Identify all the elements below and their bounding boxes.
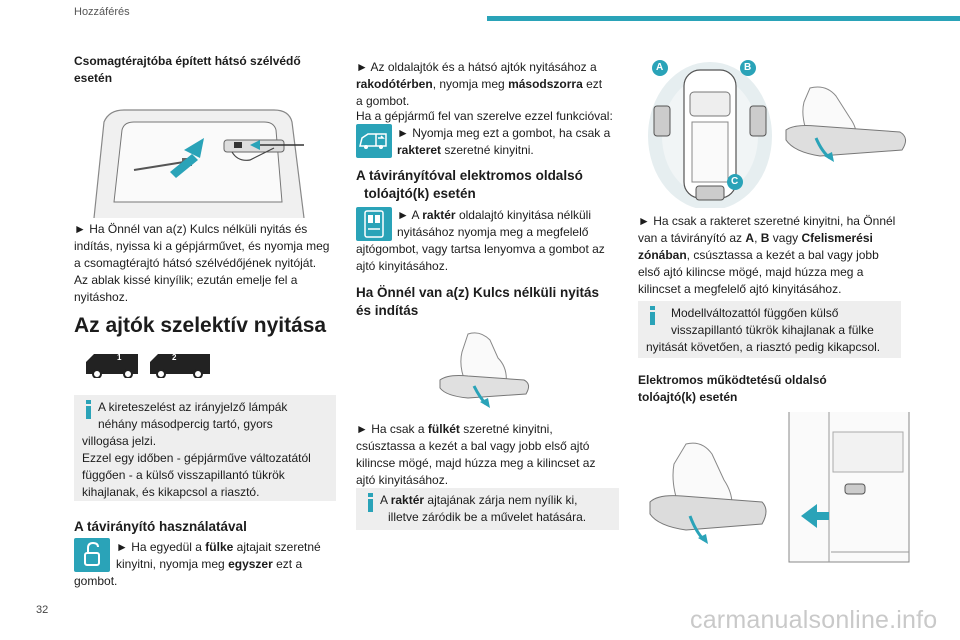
remote-text-line1: ► Ha egyedül a fülke ajtajait szeretné: [116, 540, 321, 554]
info-note-unlock: A kireteszelést az irányjelző lámpák néhány másodpercig tartó, gyors villogása jelzi. Ezzel egy időben - gépjárműve változatától függően - a külső visszapillantó tükrök kihajlanak, és kikapcsol a riasztó.: [74, 395, 336, 501]
heading-electric-sliding-2: tolóajtó(k) esetén: [638, 390, 738, 404]
heading-electric-sliding-1: Elektromos működtetésű oldalsó: [638, 373, 827, 387]
header-accent-bar: [487, 16, 960, 21]
heading-sliding-remote-1: A távirányítóval elektromos oldalsó: [356, 168, 583, 183]
c2-sliding-line4: ajtó kinyitásához.: [356, 259, 449, 273]
hand-handle-illustration: [428, 328, 534, 416]
info-icon: [82, 400, 94, 419]
tailgate-text: ► Ha Önnél van a(z) Kulcs nélküli nyitás és indítás, nyissa ki a gépjárművet, és nyomja meg a csomagtérajtó hátsó szélvédőjének nyitóját. Az ablak kissé kinyílik; ezután emelje fel a nyitáshoz.: [74, 222, 330, 304]
heading-remote: A távirányító használatával: [74, 519, 247, 534]
sliding-door-button-icon: [356, 207, 392, 241]
section-title: Hozzáférés: [74, 6, 130, 18]
c2-line2: rakodótérben, nyomja meg másodszorra ezt: [356, 77, 603, 91]
cargo-button-icon: [356, 124, 392, 158]
heading-sliding-remote-2: tolóajtó(k) esetén: [364, 186, 476, 201]
remote-text-line2: kinyitni, nyomja meg egyszer ezt a: [116, 557, 303, 571]
watermark: carmanualsonline.info: [690, 606, 938, 634]
unlock-button-icon: [74, 538, 110, 572]
c2-cargo-line1: ► Nyomja meg ezt a gombot, ha csak a: [397, 126, 611, 140]
c3-line2: van a távirányító az A, B vagy Cfelismerési: [638, 231, 873, 245]
c2-cargo-line2: rakteret szeretné kinyitni.: [397, 143, 534, 157]
c2-sliding-line3: ajtógombot, vagy tartsa lenyomva a gombot az: [356, 242, 605, 256]
c2-keyless-line1: ► Ha csak a fülkét szeretné kinyitni,: [356, 422, 553, 436]
van-label-1: 1: [117, 353, 122, 362]
page-number: 32: [36, 604, 49, 616]
info-note-cargo-lock: A raktér ajtajának zárja nem nyílik ki, illetve záródik be a művelet hatására.: [356, 488, 619, 530]
info-note-mirrors: Modellváltozattól függően külső visszapillantó tükrök kihajlanak a fülke nyitását követően, a riasztó pedig kikapcsol.: [638, 301, 901, 358]
c2-keyless-line3: kilincse mögé, majd húzza meg a kilincset az: [356, 456, 596, 470]
heading-keyless-2: és indítás: [356, 303, 419, 318]
info-icon: [364, 493, 376, 512]
zone-label-a: A: [656, 62, 664, 73]
remote-text-line3: gombot.: [74, 574, 118, 588]
van-label-2: 2: [172, 353, 177, 362]
c3-line4: első ajtó kilincse mögé, majd húzza meg a: [638, 265, 864, 279]
c2-keyless-line2: csúsztassa a kezét a bal vagy jobb első ajtó: [356, 439, 590, 453]
heading-tailgate-window: Csomagtérajtóba épített hátsó szélvédő esetén: [74, 54, 301, 85]
zone-label-c: C: [731, 176, 739, 187]
zone-label-b: B: [744, 62, 752, 73]
c2-keyless-line4: ajtó kinyitásához.: [356, 473, 449, 487]
hand-handle-illustration-2: [780, 84, 912, 168]
c2-line1: ► Az oldalajtók és a hátsó ajtók nyitásához a: [356, 60, 597, 74]
c2-sliding-line2: nyitásához nyomja meg a megfelelő: [397, 225, 589, 239]
c3-line5: kilincset a megfelelő ajtó kinyitásához.: [638, 282, 842, 296]
heading-keyless-1: Ha Önnél van a(z) Kulcs nélküli nyitás: [356, 285, 600, 300]
van-icons: [84, 352, 214, 378]
info-icon: [646, 306, 658, 325]
c3-line3: zónában, csúsztassa a kezét a bal vagy jobb: [638, 248, 879, 262]
sliding-door-illustration: [779, 412, 913, 576]
hand-pull-illustration: [646, 440, 772, 552]
page-title: Az ajtók szelektív nyitása: [74, 314, 327, 337]
c2-line3: a gombot.: [356, 94, 410, 108]
c2-line4: Ha a gépjármű fel van szerelve ezzel funkcióval:: [356, 109, 613, 123]
c2-sliding-line1: ► A raktér oldalajtó kinyitása nélküli: [397, 208, 592, 222]
c3-line1: ► Ha csak a rakteret szeretné kinyitni, ha Önnél: [638, 214, 896, 228]
detection-zones-illustration: [640, 56, 776, 208]
rear-window-illustration: [74, 102, 336, 218]
